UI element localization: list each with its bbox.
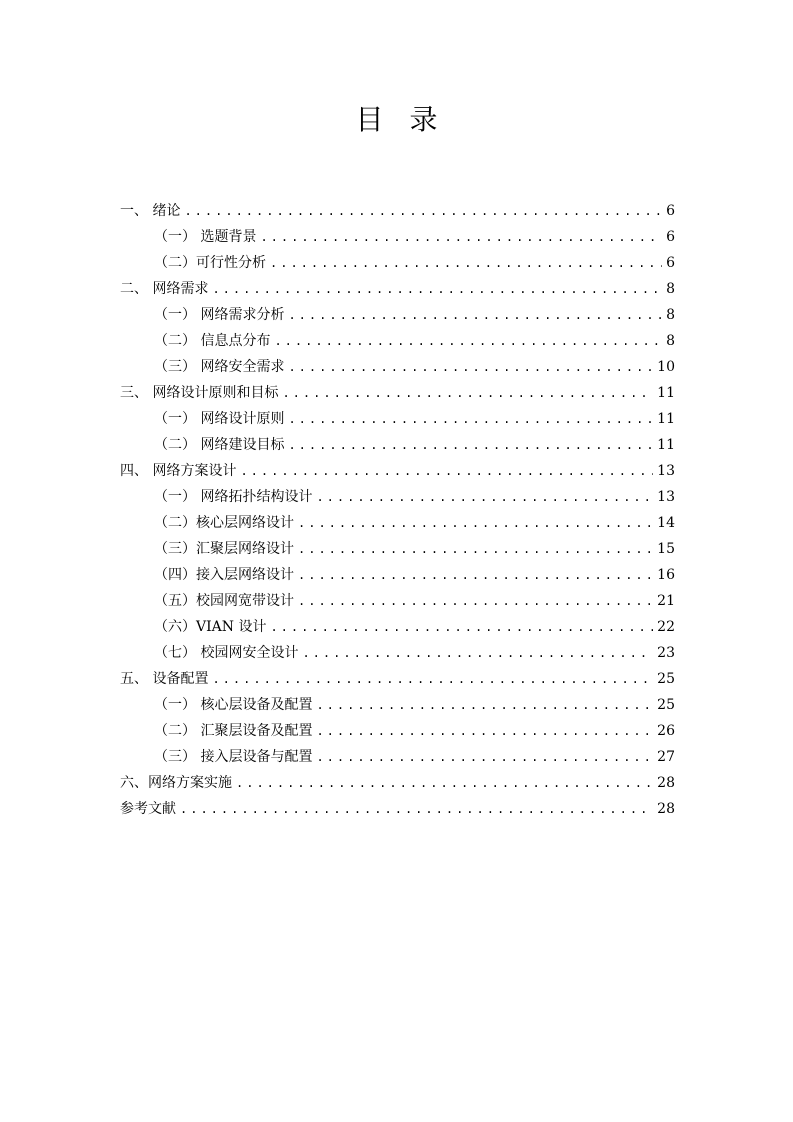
toc-entry[interactable] bbox=[120, 770, 675, 796]
toc-entry-label: 三、 网络设计原则和目标 bbox=[120, 385, 279, 401]
toc-entry-page: 6 bbox=[666, 203, 675, 219]
toc-leader-dots bbox=[212, 276, 662, 302]
toc-entry[interactable] bbox=[120, 510, 675, 536]
toc-entry-label: （二）核心层网络设计 bbox=[154, 515, 294, 531]
toc-leader-dots bbox=[316, 484, 653, 510]
toc-leader-dots bbox=[298, 536, 653, 562]
toc-leader-dots bbox=[298, 510, 653, 536]
toc-entry-page: 8 bbox=[666, 281, 675, 297]
toc-entry[interactable] bbox=[120, 562, 675, 588]
toc-entry-label: （二） 汇聚层设备及配置 bbox=[154, 723, 313, 739]
toc-entry-page: 11 bbox=[657, 411, 675, 427]
toc-entry[interactable] bbox=[120, 484, 675, 510]
toc-entry-label: （一） 核心层设备及配置 bbox=[154, 697, 313, 713]
toc-leader-dots bbox=[270, 250, 662, 276]
toc-leader-dots bbox=[236, 770, 653, 796]
toc-entry[interactable] bbox=[120, 302, 675, 328]
toc-entry-label: （一） 网络需求分析 bbox=[154, 307, 285, 323]
toc-leader-dots bbox=[184, 198, 662, 224]
toc-leader-dots bbox=[260, 224, 662, 250]
toc-entry-page: 10 bbox=[657, 359, 675, 375]
toc-entry-page: 27 bbox=[657, 749, 675, 765]
toc-entry-page: 11 bbox=[657, 437, 675, 453]
toc-entry[interactable] bbox=[120, 536, 675, 562]
toc-entry-page: 22 bbox=[657, 619, 675, 635]
toc-entry-label: （三） 网络安全需求 bbox=[154, 359, 285, 375]
toc-entry-page: 23 bbox=[657, 645, 675, 661]
toc-entry-page: 21 bbox=[657, 593, 675, 609]
toc-leader-dots bbox=[316, 744, 653, 770]
toc-entry[interactable] bbox=[120, 276, 675, 302]
toc-entry-label: （四）接入层网络设计 bbox=[154, 567, 294, 583]
toc-entry-page: 25 bbox=[657, 671, 675, 687]
toc-entry-label: （一） 网络拓扑结构设计 bbox=[154, 489, 313, 505]
toc-leader-dots bbox=[288, 302, 662, 328]
toc-entry-page: 25 bbox=[657, 697, 675, 713]
toc-entry[interactable] bbox=[120, 406, 675, 432]
toc-entry-label: 五、 设备配置 bbox=[120, 671, 209, 687]
toc-entry[interactable] bbox=[120, 224, 675, 250]
toc-leader-dots bbox=[298, 562, 653, 588]
toc-leader-dots bbox=[274, 328, 662, 354]
toc-entry[interactable] bbox=[120, 796, 675, 822]
toc-entry[interactable] bbox=[120, 198, 675, 224]
toc-entry-page: 6 bbox=[666, 229, 675, 245]
toc-entry[interactable] bbox=[120, 458, 675, 484]
toc-leader-dots bbox=[288, 432, 653, 458]
toc-leader-dots bbox=[316, 692, 653, 718]
toc-entry-page: 16 bbox=[657, 567, 675, 583]
toc-entry-page: 8 bbox=[666, 307, 675, 323]
toc-entry-label: （一） 选题背景 bbox=[154, 229, 257, 245]
toc-entry-page: 13 bbox=[657, 489, 675, 505]
page-title: 目录 bbox=[355, 103, 464, 136]
toc-entry-label: （二） 信息点分布 bbox=[154, 333, 271, 349]
toc-entry-page: 8 bbox=[666, 333, 675, 349]
toc-entry[interactable] bbox=[120, 744, 675, 770]
toc-entry-label: （一） 网络设计原则 bbox=[154, 411, 285, 427]
toc-entry[interactable] bbox=[120, 432, 675, 458]
toc-entry-page: 13 bbox=[657, 463, 675, 479]
toc-entry[interactable] bbox=[120, 692, 675, 718]
toc-entry-page: 26 bbox=[657, 723, 675, 739]
toc-entry-label: 一、 绪论 bbox=[120, 203, 181, 219]
toc-entry-page: 14 bbox=[657, 515, 675, 531]
toc-entry-label: 六、网络方案实施 bbox=[120, 775, 232, 791]
toc-entry-label: （七） 校园网安全设计 bbox=[154, 645, 299, 661]
toc-entry-label: （二）可行性分析 bbox=[154, 255, 266, 271]
toc-entry[interactable] bbox=[120, 614, 675, 640]
toc-leader-dots bbox=[298, 588, 653, 614]
toc-entry[interactable] bbox=[120, 588, 675, 614]
toc-entry[interactable] bbox=[120, 718, 675, 744]
table-of-contents bbox=[120, 198, 675, 822]
toc-leader-dots bbox=[282, 380, 653, 406]
toc-entry[interactable] bbox=[120, 250, 675, 276]
toc-entry[interactable] bbox=[120, 666, 675, 692]
toc-leader-dots bbox=[270, 614, 653, 640]
toc-entry[interactable] bbox=[120, 640, 675, 666]
toc-entry-page: 6 bbox=[666, 255, 675, 271]
toc-entry-label: （六）VIAN 设计 bbox=[154, 619, 267, 635]
toc-entry-page: 11 bbox=[657, 385, 675, 401]
toc-leader-dots bbox=[288, 406, 653, 432]
toc-entry-label: （三）汇聚层网络设计 bbox=[154, 541, 294, 557]
toc-entry[interactable] bbox=[120, 380, 675, 406]
toc-entry-label: （二） 网络建设目标 bbox=[154, 437, 285, 453]
toc-leader-dots bbox=[240, 458, 653, 484]
toc-leader-dots bbox=[316, 718, 653, 744]
toc-leader-dots bbox=[180, 796, 653, 822]
toc-entry-label: （五）校园网宽带设计 bbox=[154, 593, 294, 609]
toc-entry-page: 28 bbox=[657, 775, 675, 791]
toc-entry-label: 二、 网络需求 bbox=[120, 281, 209, 297]
toc-entry-label: （三） 接入层设备与配置 bbox=[154, 749, 313, 765]
toc-entry-label: 参考文献 bbox=[120, 801, 176, 817]
toc-entry-label: 四、 网络方案设计 bbox=[120, 463, 237, 479]
toc-leader-dots bbox=[212, 666, 653, 692]
toc-entry-page: 15 bbox=[657, 541, 675, 557]
toc-leader-dots bbox=[288, 354, 653, 380]
toc-entry[interactable] bbox=[120, 328, 675, 354]
toc-leader-dots bbox=[302, 640, 653, 666]
toc-entry-page: 28 bbox=[657, 801, 675, 817]
toc-entry[interactable] bbox=[120, 354, 675, 380]
